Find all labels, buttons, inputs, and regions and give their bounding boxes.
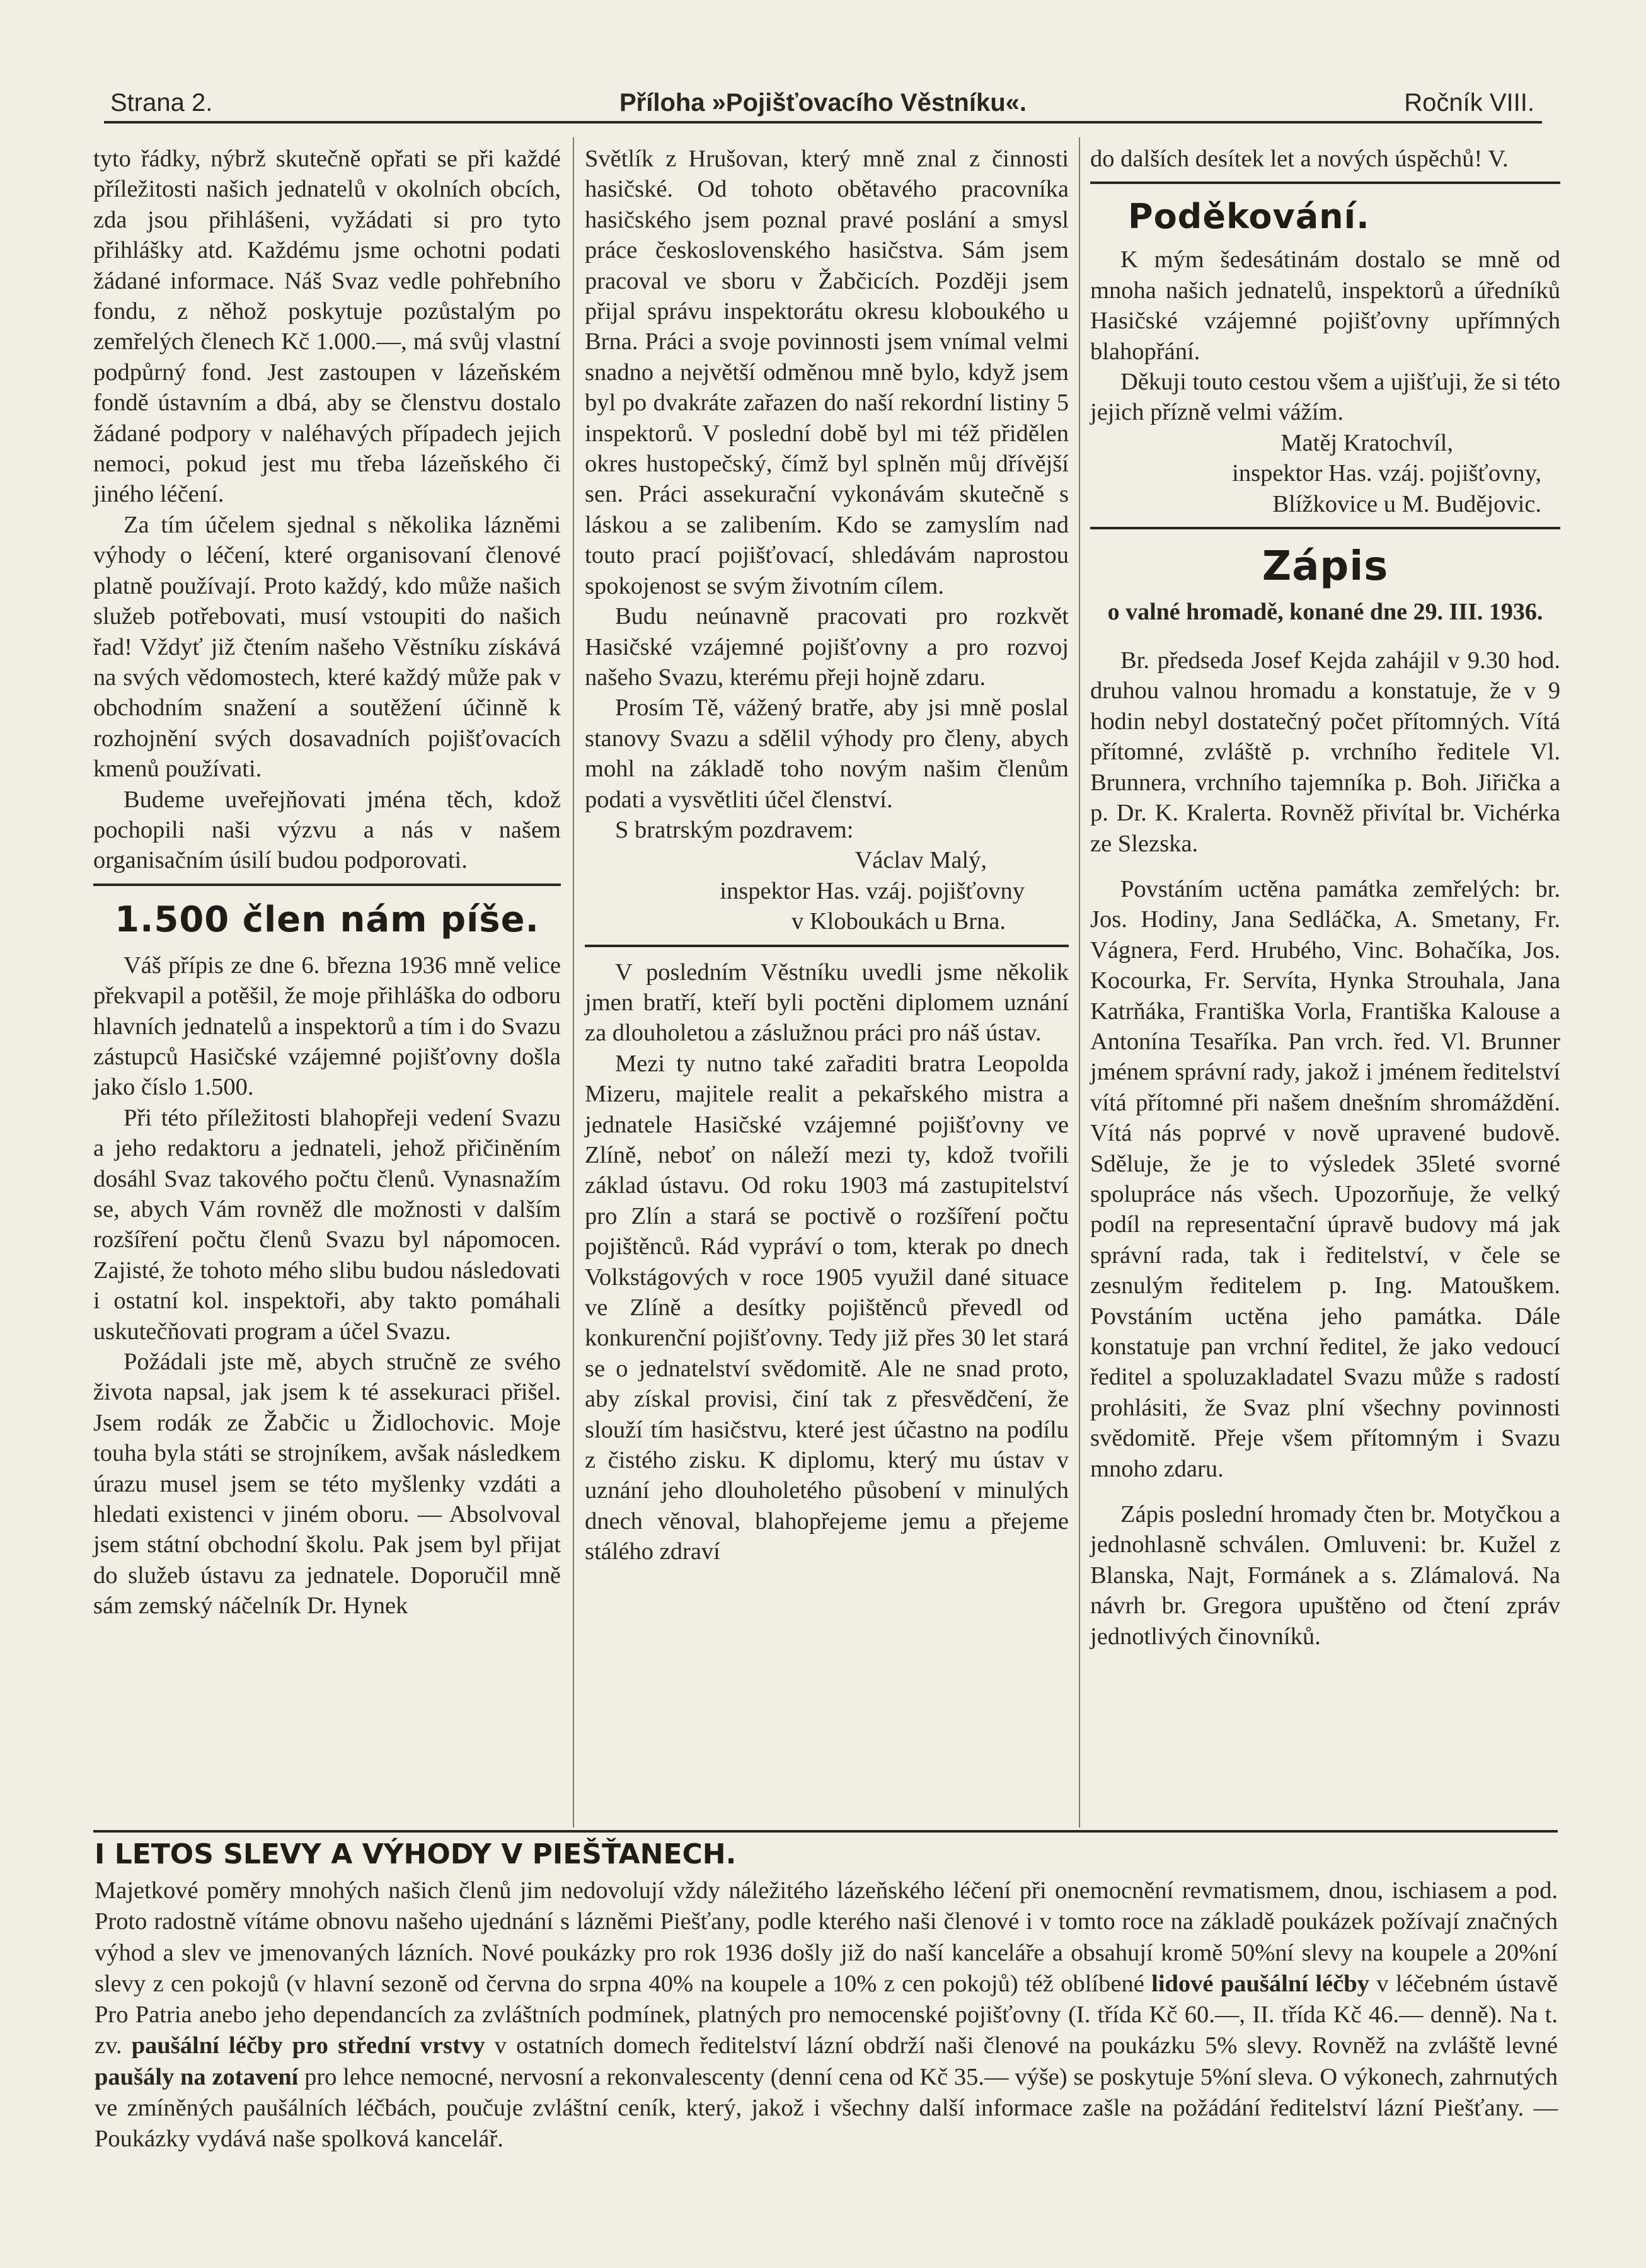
article-subheading-minutes: o valné hromadě, konané dne 29. III. 1936. bbox=[1107, 599, 1543, 626]
header-rule bbox=[104, 121, 1542, 124]
text-run: Majetkové poměry mnohých našich členů jim nedovolují vždy náležitého lázeňského léčení při onemocnění revmatismem, dnou, ischiasem a pod. Proto radostně vítáme obnovu našeho ujednání s lázněmi Piešťany, podle kterého naši členové i v tomto roce na základě poukázek požívají značných výhod a slev ve jmenovaných lázních. Nové poukázky pro rok 1936 došly již do naší kanceláře a obsahují kromě 50%ní slevy na koupele a 20%ní slevy z cen pokojů (v hlavní sezoně od června do srpna 40% na koupele a 10% z cen pokojů) též oblíbené bbox=[95, 1877, 1558, 1997]
signature-title: inspektor Has. vzáj. pojišťovny bbox=[720, 877, 1025, 904]
emphasis-run: paušály na zotavení bbox=[95, 2063, 299, 2090]
article-paragraph: Váš přípis ze dne 6. března 1936 mně velice překvapil a potěšil, že moje přihláška do odboru hlavních jednatelů a inspektorů a tím i do Svazu zástupců Hasičské vzájemné pojišťovny došla jako číslo 1.500. bbox=[93, 952, 561, 1101]
article-paragraph: Br. předseda Josef Kejda zahájil v 9.30 hod. druhou valnou hromadu a konstatuje, že v 9 hodin nebyl dostatečný počet přítomných. Vítá přítomné, zvláště p. vrchního ředitele Vl. Brunnera, vrchního tajemníka p. Boh. Jiřička a p. Dr. K. Kralerta. Rovněž přivítal br. Vichérka ze Slezska. bbox=[1090, 647, 1560, 857]
article-paragraph: Zápis poslední hromady čten br. Motyčkou a jednohlasně schválen. Omluveni: br. Kužel z Blanska, Najt, Formánek a s. Zlámalová. Na návrh br. Gregora upuštěno od čtení zpráv jednotlivých činovníků. bbox=[1090, 1501, 1560, 1650]
paragraph-gap bbox=[1090, 859, 1560, 874]
text-run: pro lehce nemocné, nervosní a rekonvalescenty (denní cena od Kč 35.— výše) se poskytuje 5%ní sleva. O výkonech, zahrnutých ve zmíněných paušálních léčbách, poučuje zvláštní ceník, který, jakož i všechny další informace zašle na požádání ředitelství lázní Piešťany. — Poukázky vydává naše spolková kancelář. bbox=[95, 2063, 1558, 2153]
section-rule bbox=[1090, 181, 1560, 184]
column-divider-2 bbox=[1079, 137, 1080, 1828]
column-3 bbox=[1090, 144, 1560, 1652]
section-rule bbox=[585, 945, 1069, 947]
column-divider-1 bbox=[573, 137, 574, 1828]
article-heading-thanks: Poděkování. bbox=[1128, 197, 1370, 237]
signature-block bbox=[585, 845, 1069, 936]
paragraph-gap bbox=[1090, 1484, 1560, 1499]
column-1 bbox=[93, 144, 561, 1621]
text-run: v léčebném ústavě Pro Patria anebo jeho dependancích za zvláštních podmínek, platných pro nemocenské pojišťovny (I. třída Kč 60.—, II. třída Kč 46.— denně). Na t. zv. bbox=[95, 1970, 1558, 2059]
signature-name: Václav Malý, bbox=[855, 847, 987, 874]
bottom-article-heading: I LETOS SLEVY A VÝHODY V PIEŠŤANECH. bbox=[95, 1838, 737, 1870]
signature-name: Matěj Kratochvíl, bbox=[1281, 429, 1453, 456]
article-paragraph: do dalších desítek let a nových úspěchů! V. bbox=[1090, 146, 1509, 172]
bottom-article-paragraph bbox=[95, 1875, 1558, 2155]
emphasis-run: lidové paušální léčby bbox=[1151, 1970, 1369, 1997]
article-paragraph: Požádali jste mě, abych stručně ze svého života napsal, jak jsem k té assekuraci přišel. Jsem rodák ze Žabčic u Židlochovic. Moje touha byla státi se strojníkem, avšak následkem úrazu musel jsem se této myšlenky vzdáti a hledati existenci v jiném oboru. — Absolvoval jsem státní obchodní školu. Pak jsem byl přijat do služeb ústavu za jednatele. Doporučil mně sám zemský náčelník Dr. Hynek bbox=[93, 1349, 561, 1620]
greeting: S bratrským pozdravem: bbox=[615, 816, 854, 843]
article-paragraph: Povstáním uctěna památka zemřelých: br. Jos. Hodiny, Jana Sedláčka, A. Smetany, Fr. Vágnera, Ferd. Hrubého, Vinc. Bohačíka, Jos. Kocourka, Fr. Servíta, Hynka Strouhala, Jana Katrňáka, Františka Vorla, Františka Kalouse a Antonína Tesaříka. Pan vrch. řed. Vl. Brunner jménem správní rady, jakož i jménem ředitelství vítá přítomné při našem dnešním shromáždění. Vítá nás poprvé v nově upravené budově. Sděluje, že je to výsledek 35leté svorné spolupráce nás všech. Upozorňuje, že velký podíl na representační úpravě budovy má jak správní rada, tak i ředitelství, v čele se zesnulým ředitelem p. Ing. Matouškem. Povstáním uctěna jeho památka. Dále konstatuje pan vrchní ředitel, že jako vedoucí ředitel a spoluzakladatel Svazu může s radostí prohlásiti, že Svaz plní všechny povinnosti svědomitě. Přeje všem přítomným i Svazu mnoho zdaru. bbox=[1090, 875, 1560, 1482]
article-paragraph: Mezi ty nutno také zařaditi bratra Leopolda Mizeru, majitele realit a pekařského mistra a jednatele Hasičské vzájemné pojišťovny ve Zlíně, neboť on náleží mezi ty, kdož tvořili základ ústavu. Od roku 1903 má zastupitelství pro Zlín a stará se poctivě o rozšíření počtu pojištěnců. Rád vypráví o tom, kterak po dnech Volkstágových v roce 1905 využil dané situace ve Zlíně a desítky pojištěnců převedl od konkurenční pojišťovny. Tedy již přes 30 let stará se o jednatelství svědomitě. Ale ne snad proto, aby získal provisi, činí tak z přesvědčení, že slouží tím hasičstvu, které jest účastno na podílu z čistého zisku. K diplomu, který mu ústav v uznání jeho dlouholetého působení v minulých dnech věnoval, blahopřejeme jemu a přejeme stálého zdraví bbox=[585, 1050, 1069, 1565]
article-paragraph: V posledním Věstníku uvedli jsme několik jmen bratří, kteří byli poctěni diplomem uznání za dlouholetou a záslužnou práci pro náš ústav. bbox=[585, 958, 1069, 1047]
bottom-article bbox=[95, 1836, 1558, 2155]
signature-title: inspektor Has. vzáj. pojišťovny, bbox=[1232, 460, 1541, 487]
signature-place: Blížkovice u M. Budějovic. bbox=[1272, 490, 1541, 517]
signature-place: v Kloboukách u Brna. bbox=[791, 908, 1006, 935]
article-heading-1500-member: 1.500 člen nám píše. bbox=[115, 899, 539, 940]
emphasis-run: paušální léčby pro střední vrstvy bbox=[131, 2032, 485, 2059]
signature-block bbox=[1090, 428, 1560, 519]
text-run: v ostatních domech ředitelství lázní obdrží naši členové na poukázku 5% slevy. Rovněž na zvláště levné bbox=[485, 2032, 1558, 2059]
article-paragraph: Prosím Tě, vážený bratře, aby jsi mně poslal stanovy Svazu a sdělil výhody pro členy, abych mohl na základě toho novým našim členům podati a vysvětliti účel členství. bbox=[585, 694, 1069, 813]
article-paragraph: Světlík z Hrušovan, který mně znal z činnosti hasičské. Od tohoto obětavého pracovníka hasičského jsem poznal pravé poslání a smysl práce československého hasičstva. Sám jsem pracoval ve sboru v Žabčicích. Později jsem přijal správu inspektorátu okresu kloboukého u Brna. Práci a svoje povinnosti jsem vnímal velmi snadno a největší odměnou mně bylo, když jsem byl po dvakráte zařazen do naší rekordní listiny 5 inspektorů. V poslední době byl mi též přidělen okres hustopečský, čímž byl splněn můj dřívější sen. Práci assekurační vykonávám skutečně s láskou a se zalibením. Kdo se zamyslím nad touto prací pojišťovací, shledávám naprostou spokojenost se svým životním cílem. bbox=[585, 146, 1069, 599]
article-paragraph: K mým šedesátinám dostalo se mně od mnoha našich jednatelů, inspektorů a úředníků Hasičské vzájemné pojišťovny upřímných blahopřání. bbox=[1090, 246, 1560, 365]
article-heading-minutes: Zápis bbox=[1262, 543, 1389, 590]
section-rule bbox=[93, 884, 561, 886]
bottom-section-rule bbox=[93, 1830, 1558, 1833]
running-head bbox=[104, 76, 1542, 120]
column-2 bbox=[585, 144, 1069, 1567]
publication-title: Příloha »Pojišťovacího Věstníku«. bbox=[619, 89, 1027, 117]
article-paragraph: Při této příležitosti blahopřeji vedení Svazu a jeho redaktoru a jednateli, jehož přičiněním dosáhl Svaz takového počtu členů. Vynasnažím se, abych Vám rovněž dle možnosti v dalším rozšíření počtu členů Svazu byl nápomocen. Zajisté, že tohoto mého slibu budou následovati i ostatní kol. inspektoři, aby takto pomáhali uskutečňovati program a účel Svazu. bbox=[93, 1104, 561, 1345]
article-paragraph: Budu neúnavně pracovati pro rozkvět Hasičské vzájemné pojišťovny a pro rozvoj našeho Svazu, kterému přeji hojně zdaru. bbox=[585, 603, 1069, 691]
volume-number: Ročník VIII. bbox=[1404, 89, 1534, 117]
page-number: Strana 2. bbox=[110, 89, 213, 117]
article-paragraph: Za tím účelem sjednal s několika lázněmi výhody o léčení, které organisovaní členové platně používají. Proto každý, kdo může našich služeb potřebovati, musí vstoupiti do našich řad! Vždyť již čtením našeho Věstníku získává na svých vědomostech, které každý může pak v obchodním snažení a soutěžení účinně k rozhojnění svých dosavadních pojišťovacích kmenů používati. bbox=[93, 511, 561, 783]
article-paragraph: Děkuji touto cestou všem a ujišťuji, že si této jejich přízně velmi vážím. bbox=[1090, 369, 1560, 426]
article-paragraph: tyto řádky, nýbrž skutečně opřati se při každé příležitosti našich jednatelů v okolních obcích, zda jsou přihlášeni, vyžádati si pro tyto přihlášky atd. Každému jsme ochotni podati žádané informace. Náš Svaz vedle pohřebního fondu, z něhož poskytuje pozůstalým po zemřelých členech Kč 1.000.—, má svůj vlastní podpůrný fond. Jest zastoupen v lázeňském fondě ústavním a dbá, aby se členstvu dostalo žádané podpory v naléhavých případech jejich nemoci, pokud jest mu třeba lázeňského či jiného léčení. bbox=[93, 146, 561, 508]
article-paragraph: Budeme uveřejňovati jména těch, kdož pochopili naši výzvu a nás v našem organisačním úsilí budou podporovati. bbox=[93, 786, 561, 874]
section-rule bbox=[1090, 527, 1560, 529]
